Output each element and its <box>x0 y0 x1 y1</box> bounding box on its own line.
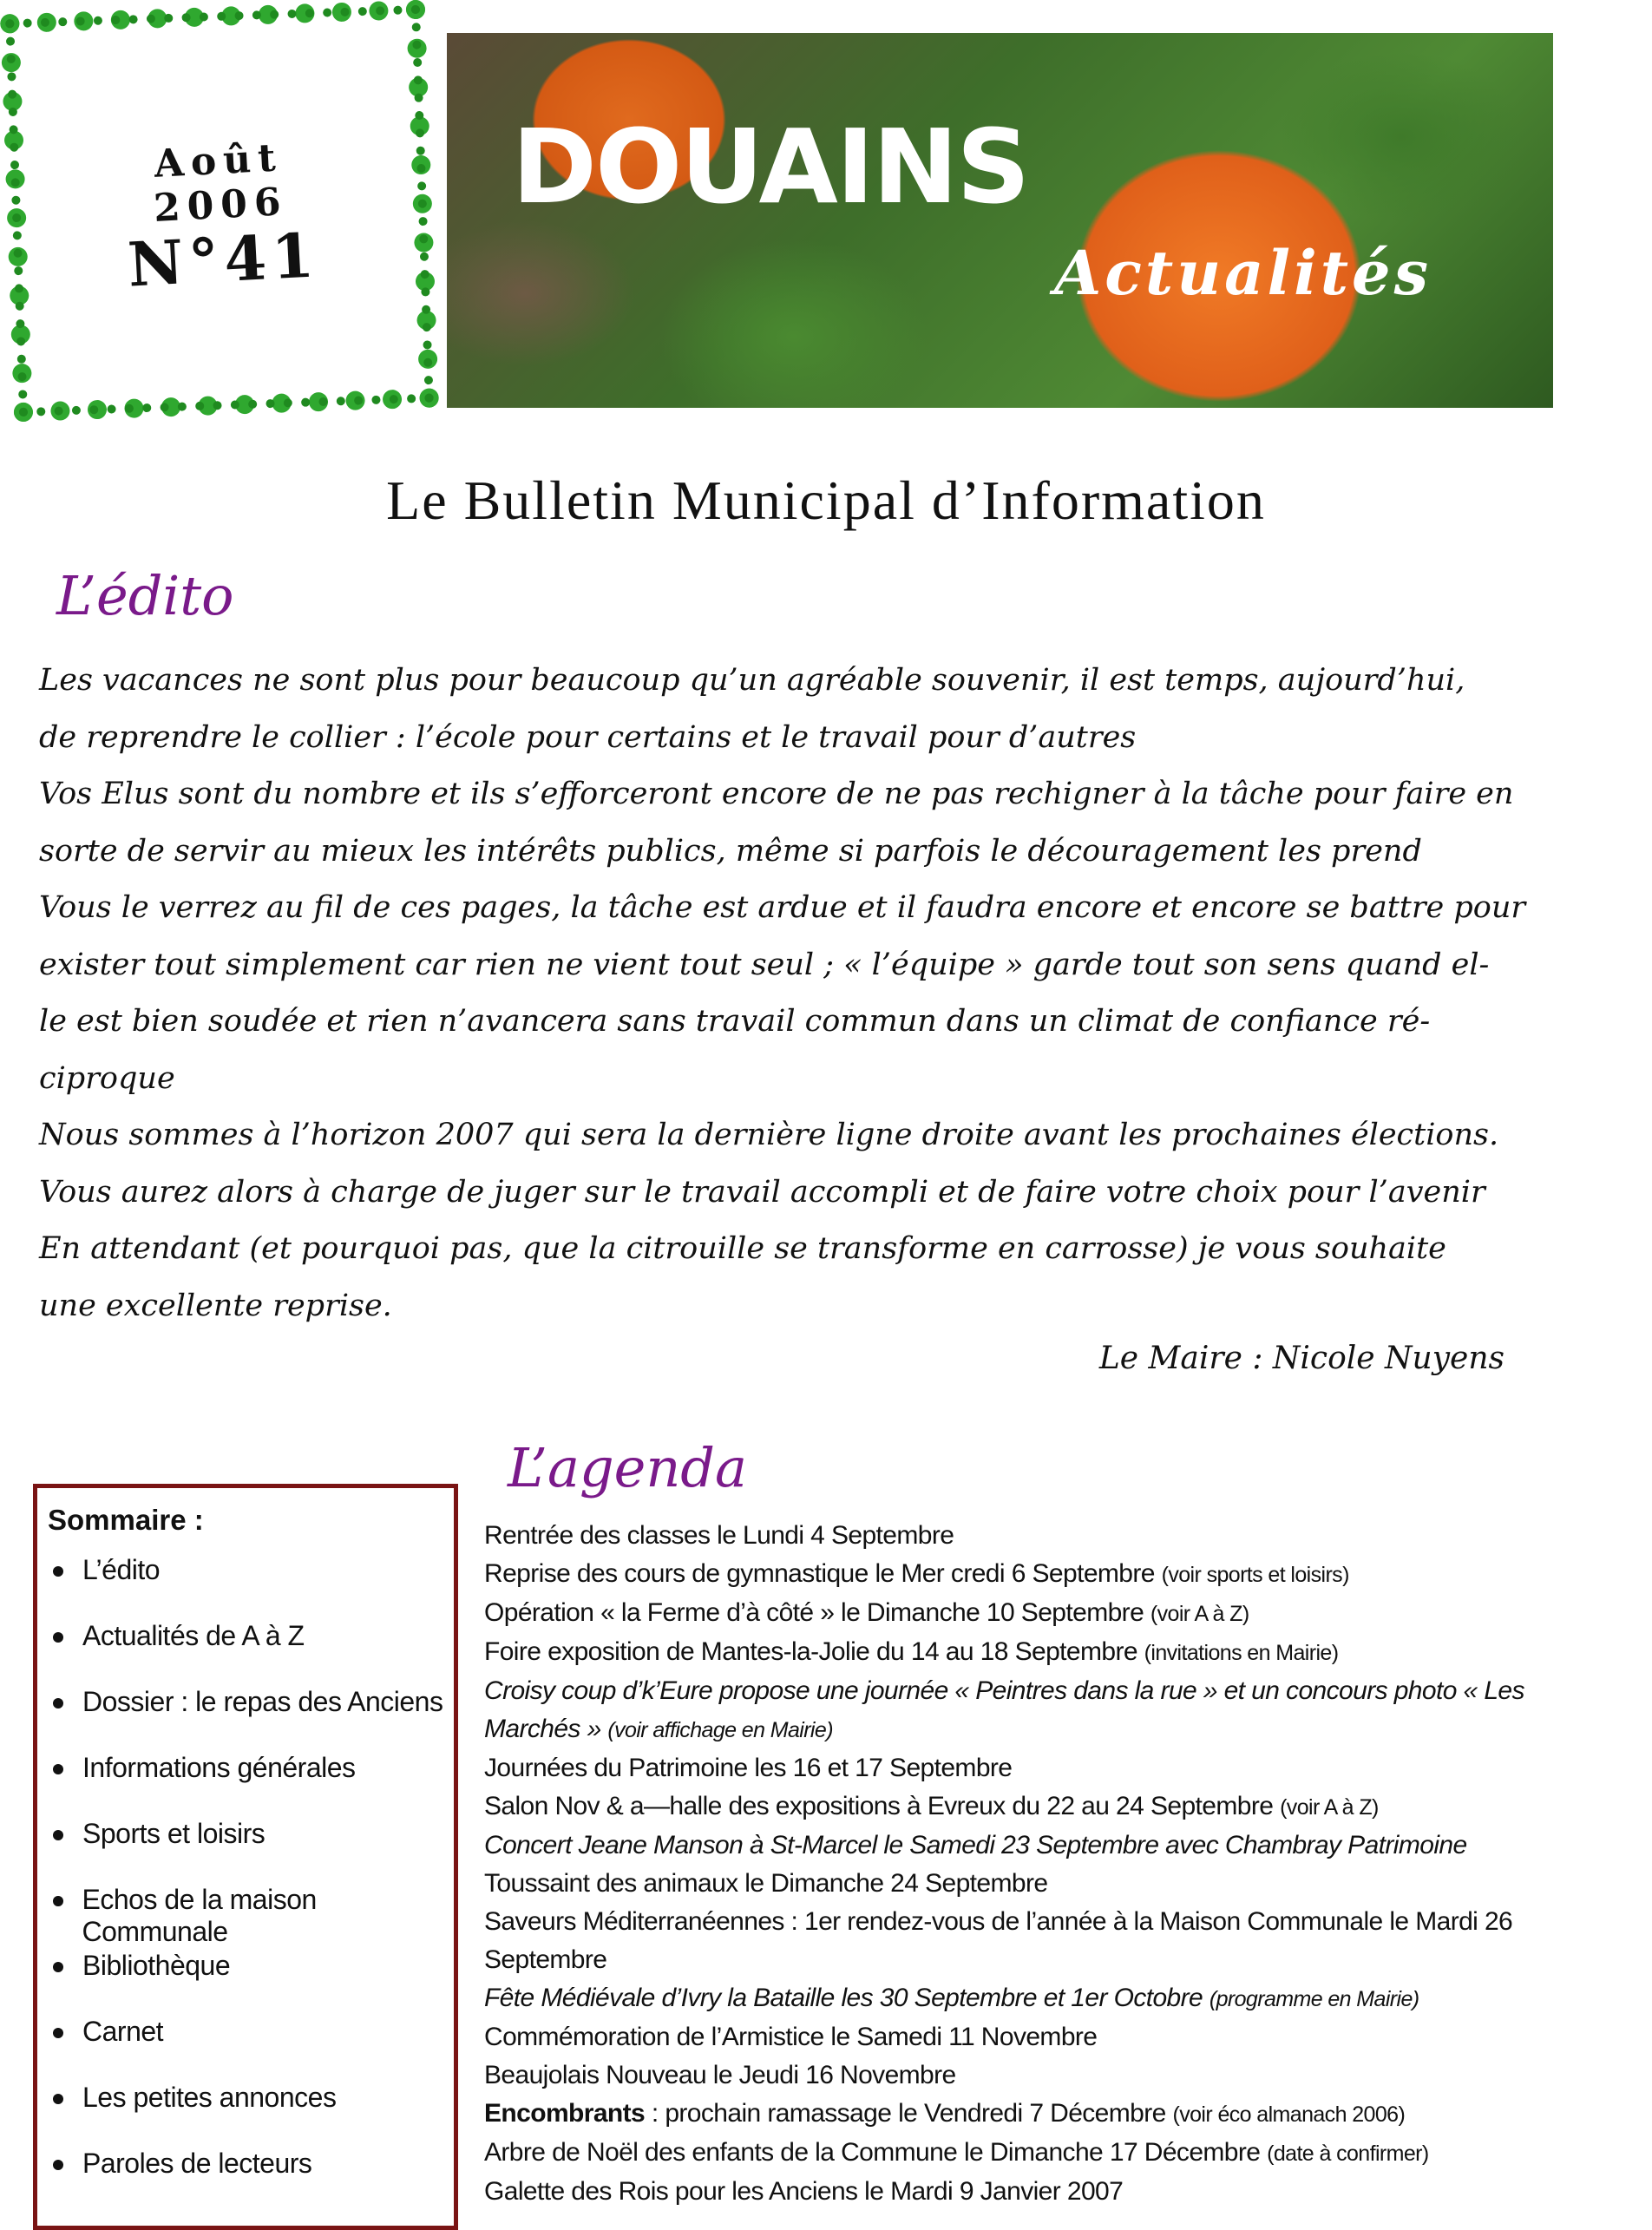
edito-line: Nous sommes à l’horizon 2007 qui sera la dernière ligne droite avant les prochaines élections. <box>39 1118 1499 1152</box>
toc-item-label: Paroles de lecteurs <box>82 2148 312 2179</box>
agenda-item-text: Toussaint des animaux le Dimanche 24 Septembre <box>484 1869 1048 1898</box>
agenda-item-text: Opération « la Ferme d’à côté » le Dimanche 10 Septembre <box>484 1598 1144 1627</box>
agenda-item <box>484 1827 1564 1865</box>
toc-item-label: Actualités de A à Z <box>82 1620 305 1651</box>
masthead-title: DOUAINS <box>512 107 1029 226</box>
edito-body <box>39 653 1544 1335</box>
bullet-icon <box>53 2094 63 2104</box>
agenda-item-bold: Encombrants <box>484 2099 646 2128</box>
toc-item <box>48 1950 454 2016</box>
edito-signature: Le Maire : Nicole Nuyens <box>1098 1341 1504 1376</box>
table-of-contents-box <box>33 1484 458 2230</box>
agenda-item <box>484 1787 1564 1827</box>
agenda-item-text: Foire exposition de Mantes-la-Jolie du 14 au 18 Septembre <box>484 1637 1137 1666</box>
agenda-item-text: Commémoration de l’Armistice le Samedi 11 Novembre <box>484 2023 1098 2051</box>
bullet-icon <box>53 1632 63 1643</box>
agenda-item-text: Galette des Rois pour les Anciens le Mardi 9 Janvier 2007 <box>484 2177 1124 2206</box>
agenda-item-note: (voir A à Z) <box>1150 1602 1249 1626</box>
agenda-item-note: (invitations en Mairie) <box>1144 1641 1339 1665</box>
agenda-item-text: Reprise des cours de gymnastique le Mer credi 6 Septembre <box>484 1559 1155 1588</box>
agenda-item-note: (voir A à Z) <box>1280 1795 1379 1820</box>
agenda-item <box>484 1633 1564 1672</box>
toc-item-label: Carnet <box>82 2016 164 2047</box>
agenda-item <box>484 2018 1564 2056</box>
agenda-item-note: (voir sports et loisirs) <box>1161 1563 1349 1587</box>
edito-heading: L’édito <box>56 564 234 627</box>
bullet-icon <box>53 2028 63 2038</box>
toc-title: Sommaire : <box>48 1504 204 1536</box>
agenda-item <box>484 1672 1564 1749</box>
toc-item <box>48 1818 454 1884</box>
bullet-icon <box>53 1962 63 1972</box>
bullet-icon <box>53 1896 63 1906</box>
toc-item-label: Echos de la maison Communale <box>82 1884 317 1947</box>
toc-item <box>48 1686 454 1752</box>
edito-line: Vous aurez alors à charge de juger sur le travail accompli et de faire votre choix pour l’avenir <box>39 1174 1485 1210</box>
toc-item-label: Bibliothèque <box>82 1950 231 1981</box>
pumpkin-banner-image <box>447 33 1553 408</box>
agenda-item <box>484 1749 1564 1787</box>
agenda-item <box>484 1903 1564 1979</box>
edito-line: Vous le verrez au fil de ces pages, la tâche est ardue et il faudra encore et encore se battre pour <box>39 890 1526 925</box>
agenda-item-text: Saveurs Méditerranéennes : 1er rendez-vous de l’année à la Maison Communale le Mardi 26 Septembre <box>484 1907 1513 1974</box>
agenda-item <box>484 2056 1564 2095</box>
toc-item <box>48 1620 454 1686</box>
agenda-item-note: (voir éco almanach 2006) <box>1172 2102 1406 2127</box>
agenda-item-note: (date à confirmer) <box>1267 2141 1429 2166</box>
toc-item <box>48 2148 454 2214</box>
agenda-item-text: Journées du Patrimoine les 16 et 17 Septembre <box>484 1754 1013 1782</box>
agenda-item-text: Arbre de Noël des enfants de la Commune le Dimanche 17 Décembre <box>484 2138 1261 2167</box>
agenda-item <box>484 2095 1564 2134</box>
toc-item-label: Les petites annonces <box>82 2082 337 2113</box>
agenda-item-text: Concert Jeane Manson à St-Marcel le Samedi 23 Septembre avec Chambray Patrimoine <box>484 1831 1467 1859</box>
issue-number: N°41 <box>126 219 321 301</box>
agenda-item <box>484 2173 1564 2211</box>
edito-line: le est bien soudée et rien n’avancera sans travail commun dans un climat de confiance ré- <box>39 1004 1431 1039</box>
masthead-subtitle: Actualités <box>1054 237 1432 309</box>
agenda-list <box>484 1517 1564 2211</box>
bullet-icon <box>53 1698 63 1709</box>
toc-item-label: L’édito <box>82 1554 161 1585</box>
bullet-icon <box>53 1830 63 1840</box>
toc-item <box>48 1884 454 1950</box>
toc-item <box>48 1554 454 1620</box>
bullet-icon <box>53 1566 63 1577</box>
bullet-icon <box>53 1764 63 1774</box>
agenda-item <box>484 1865 1564 1903</box>
agenda-item <box>484 1517 1564 1555</box>
toc-item <box>48 2016 454 2082</box>
agenda-item-text: Fête Médiévale d’Ivry la Bataille les 30 Septembre et 1er Octobre <box>484 1984 1203 2012</box>
agenda-item <box>484 2134 1564 2173</box>
bulletin-subtitle: Le Bulletin Municipal d’Information <box>386 469 1266 531</box>
edito-line: Vos Elus sont du nombre et ils s’efforceront encore de ne pas rechigner à la tâche pour faire en <box>39 777 1514 811</box>
toc-list <box>48 1554 454 2214</box>
agenda-item-text: Salon Nov & a—halle des expositions à Evreux du 22 au 24 Septembre <box>484 1792 1274 1820</box>
toc-item-label: Dossier : le repas des Anciens <box>82 1686 443 1717</box>
agenda-item <box>484 1555 1564 1594</box>
edito-line: exister tout simplement car rien ne vient tout seul ; « l’équipe » garde tout son sens quand el- <box>39 947 1490 982</box>
issue-info <box>78 132 364 303</box>
issue-date: Août 2006 <box>152 135 289 232</box>
toc-item-label: Informations générales <box>82 1752 356 1783</box>
agenda-item-text: Beaujolais Nouveau le Jeudi 16 Novembre <box>484 2061 956 2089</box>
edito-line: Les vacances ne sont plus pour beaucoup qu’un agréable souvenir, il est temps, aujourd’hui, <box>39 663 1465 698</box>
toc-item <box>48 1752 454 1818</box>
toc-item <box>48 2082 454 2148</box>
edito-line: ciproque <box>39 1060 175 1096</box>
agenda-item-note: (voir affichage en Mairie) <box>607 1718 833 1742</box>
edito-line: sorte de servir au mieux les intérêts publics, même si parfois le découragement les prend <box>39 833 1422 869</box>
edito-line: de reprendre le collier : l’école pour certains et le travail pour d’autres <box>39 719 1137 755</box>
toc-item-label: Sports et loisirs <box>82 1818 266 1849</box>
edito-line: En attendant (et pourquoi pas, que la citrouille se transforme en carrosse) je vous souhaite <box>39 1231 1446 1266</box>
agenda-item-note: (programme en Mairie) <box>1209 1987 1419 2011</box>
agenda-heading: L’agenda <box>508 1436 747 1499</box>
bullet-icon <box>53 2160 63 2170</box>
agenda-item-text: Rentrée des classes le Lundi 4 Septembre <box>484 1521 954 1550</box>
agenda-item <box>484 1594 1564 1633</box>
agenda-item <box>484 1979 1564 2018</box>
edito-line: une excellente reprise. <box>39 1288 392 1323</box>
agenda-item-text: Croisy coup d’k’Eure propose une journée « Peintres dans la rue » et un concours photo « Les Marchés » <box>484 1676 1524 1743</box>
agenda-item-text: : prochain ramassage le Vendredi 7 Décembre <box>645 2099 1166 2128</box>
